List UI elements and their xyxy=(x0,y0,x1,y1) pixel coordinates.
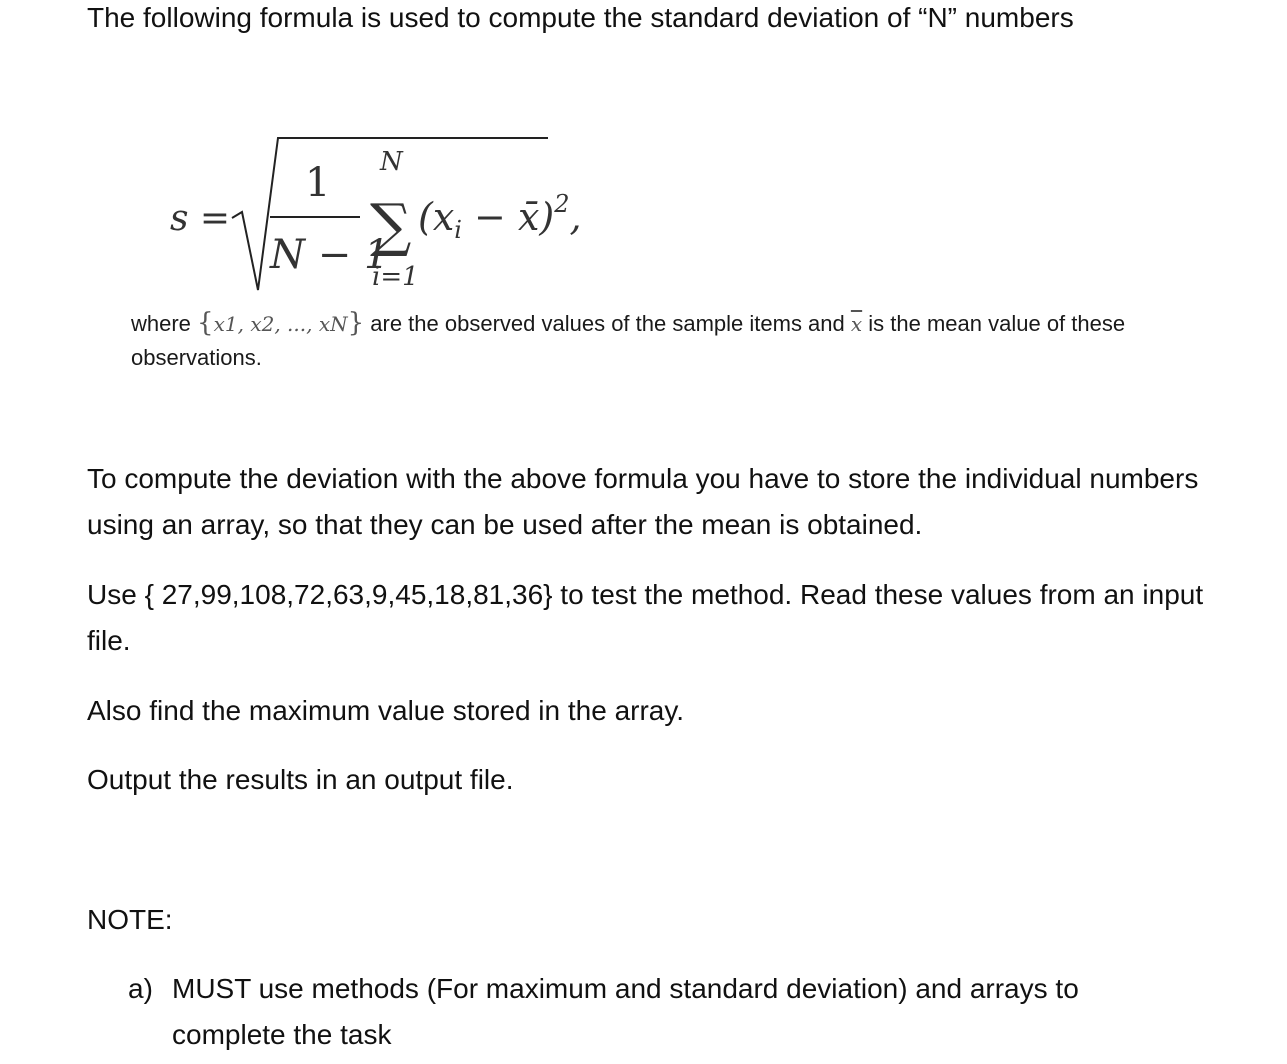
formula-term xyxy=(418,190,582,244)
sum-lower-limit: i=1 xyxy=(372,262,419,292)
term-trailing: , xyxy=(569,195,582,239)
mean-symbol: $\overline{x}$ xyxy=(850,312,863,336)
note-item-marker: a) xyxy=(128,973,153,1004)
paragraph-test-values: Use { 27,99,108,72,63,9,45,18,81,36} to test the method. Read these values from an input file. xyxy=(87,579,1204,656)
term-open: (x xyxy=(418,195,455,239)
where-prefix: where xyxy=(131,311,198,336)
paragraph-maximum: Also find the maximum value stored in the array. xyxy=(87,695,685,726)
standard-deviation-formula xyxy=(160,120,580,310)
paragraph-output: Output the results in an output file. xyxy=(87,764,514,795)
observation-set: x1, x2, ..., xN xyxy=(213,312,348,336)
term-subscript: i xyxy=(454,216,462,244)
term-power: 2 xyxy=(554,190,570,218)
note-label: NOTE: xyxy=(87,904,173,935)
term-rest: − x̄) xyxy=(461,195,555,239)
set-close-brace: } xyxy=(347,308,365,338)
formula-denominator: N − 1 xyxy=(270,232,390,278)
sum-symbol: ∑ xyxy=(370,191,412,259)
formula-lhs: s = xyxy=(170,198,231,239)
formula-numerator: 1 xyxy=(305,160,331,206)
sum-upper-limit: N xyxy=(380,147,403,177)
set-open-brace: { xyxy=(197,308,214,338)
note-list-item xyxy=(128,966,1188,1058)
where-suffix: is the mean value of these observations. xyxy=(131,311,1126,370)
intro-text: The following formula is used to compute the standard deviation of “N” numbers xyxy=(87,2,1074,33)
formula-explanation xyxy=(131,306,1151,375)
paragraph-array-storage: To compute the deviation with the above formula you have to store the individual numbers using an array, so that they can be used after the mean is obtained. xyxy=(87,463,1199,540)
note-item-text: MUST use methods (For maximum and standard deviation) and arrays to complete the task xyxy=(172,973,1079,1050)
where-middle: are the observed values of the sample items and xyxy=(364,311,851,336)
